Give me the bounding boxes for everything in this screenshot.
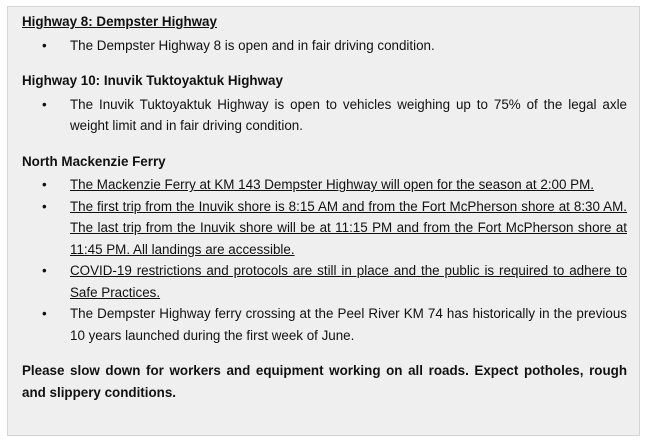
section-inuvik-tuktoyaktuk-highway: [22, 70, 627, 137]
list-item: [22, 303, 627, 346]
bullet-icon: •: [42, 263, 47, 278]
bullet-icon: •: [42, 37, 47, 53]
list-item: [22, 196, 627, 261]
list-item-text: The first trip from the Inuvik shore is 8:15 AM and from the Fort McPherson shore at 8:30 AM. The last trip from the Inuvik shore will be at 11:15 PM and from the Fort McPherson shore at 11:45 PM. All landings are accessible.: [70, 198, 627, 257]
list-item-text: The Dempster Highway 8 is open and in fair driving condition.: [70, 37, 435, 53]
bullet-icon: •: [42, 198, 47, 214]
section-dempster-highway: [22, 11, 627, 56]
list-item: [22, 94, 627, 137]
list-item-text: COVID-19 restrictions and protocols are still in place and the public is required to adhere to Safe Practices.: [70, 263, 627, 300]
list-item-text: The Dempster Highway ferry crossing at the Peel River KM 74 has historically in the previous 10 years launched during the first week of June.: [70, 306, 627, 343]
section-north-mackenzie-ferry: [22, 151, 627, 347]
bullet-icon: •: [42, 96, 47, 112]
section-heading: Highway 8: Dempster Highway: [22, 14, 217, 29]
list-item: [22, 260, 627, 303]
bullet-list: [22, 174, 627, 346]
bullet-icon: •: [42, 177, 47, 192]
list-item: [22, 174, 627, 196]
bullet-list: [22, 94, 627, 137]
section-heading: Highway 10: Inuvik Tuktoyaktuk Highway: [22, 73, 283, 88]
bullet-icon: •: [42, 306, 47, 321]
safety-notice: Please slow down for workers and equipment working on all roads. Expect potholes, rough and slippery conditions.: [22, 363, 627, 400]
section-heading: North Mackenzie Ferry: [22, 153, 166, 169]
bullet-list: [22, 35, 627, 57]
list-item-text: The Inuvik Tuktoyaktuk Highway is open to vehicles weighing up to 75% of the legal axle weight limit and in fair driving condition.: [70, 96, 627, 133]
list-item: [22, 35, 627, 57]
list-item-text: The Mackenzie Ferry at KM 143 Dempster Highway will open for the season at 2:00 PM.: [70, 177, 594, 192]
road-conditions-notice: [7, 6, 640, 436]
